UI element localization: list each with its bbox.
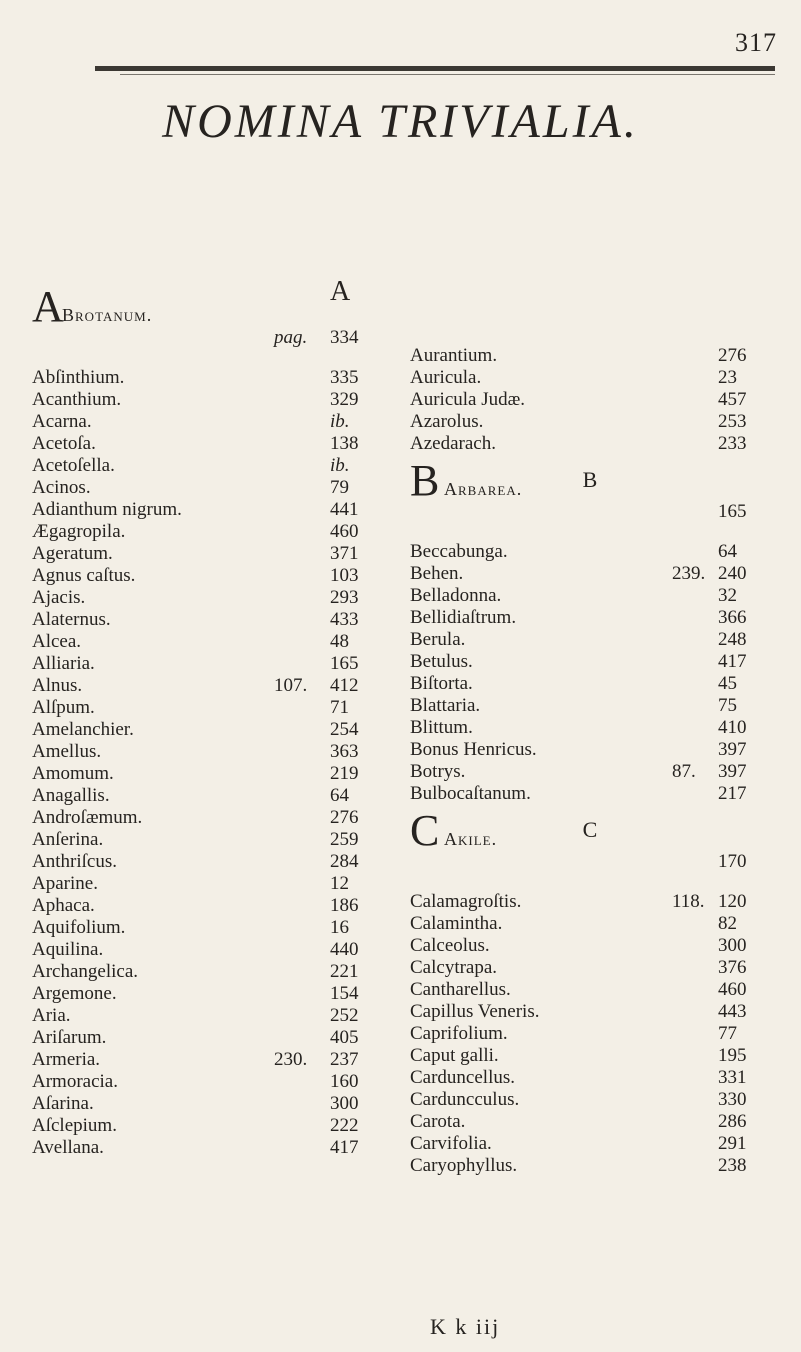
index-entry — [410, 456, 770, 541]
entry-page: 334 — [330, 327, 359, 348]
entry-page: 405 — [330, 1027, 359, 1048]
index-entry — [32, 1049, 392, 1071]
entry-name: Acinos. — [32, 477, 91, 498]
entry-name: Calamagroſtis. — [410, 891, 522, 912]
entry-page: 64 — [718, 541, 737, 562]
entry-name: Acetoſa. — [32, 433, 96, 454]
entry-name: Ariſarum. — [32, 1027, 107, 1048]
index-entry — [32, 851, 392, 873]
index-entry — [410, 607, 770, 629]
entry-page: 103 — [330, 565, 359, 586]
entry-name: Bellidiaſtrum. — [410, 607, 517, 628]
page-title: NOMINA TRIVIALIA. — [162, 95, 639, 148]
index-entry — [410, 585, 770, 607]
index-entry — [410, 389, 770, 411]
entry-name: Cantharellus. — [410, 979, 511, 1000]
entry-page: 219 — [330, 763, 359, 784]
entry-name: Alaternus. — [32, 609, 111, 630]
entry-prefix: 230. — [274, 1049, 308, 1070]
entry-name: Azedarach. — [410, 433, 496, 454]
entry-page: 286 — [718, 1111, 747, 1132]
entry-name: Anagallis. — [32, 785, 110, 806]
index-entry — [410, 1089, 770, 1111]
entry-page: 329 — [330, 389, 359, 410]
entry-name: Alnus. — [32, 675, 83, 696]
drop-capital: C — [410, 806, 440, 855]
index-entry — [32, 433, 392, 455]
entry-name: Beccabunga. — [410, 541, 508, 562]
entry-name: Bulbocaſtanum. — [410, 783, 531, 804]
entry-page: 460 — [718, 979, 747, 1000]
index-entry — [32, 1005, 392, 1027]
entry-page: 252 — [330, 1005, 359, 1026]
entry-page: 48 — [330, 631, 349, 652]
entry-name: Caryophyllus. — [410, 1155, 518, 1176]
entry-page: 77 — [718, 1023, 737, 1044]
entry-page: 23 — [718, 367, 737, 388]
entry-name: Agnus caſtus. — [32, 565, 136, 586]
index-entry — [410, 1067, 770, 1089]
entry-page: 259 — [330, 829, 359, 850]
index-entry — [32, 741, 392, 763]
entry-name: Azarolus. — [410, 411, 484, 432]
entry-name: Alcea. — [32, 631, 82, 652]
index-entry — [410, 891, 770, 913]
entry-prefix: 118. — [672, 891, 705, 912]
index-entry — [410, 673, 770, 695]
index-entry — [410, 651, 770, 673]
index-entry — [410, 761, 770, 783]
page-number: 317 — [735, 28, 777, 57]
index-entry — [410, 1111, 770, 1133]
entry-page: 233 — [718, 433, 747, 454]
entry-page: 410 — [718, 717, 747, 738]
entry-page: 186 — [330, 895, 359, 916]
entry-name: Carota. — [410, 1111, 466, 1132]
entry-page: 165 — [330, 653, 359, 674]
entry-name: Carvifolia. — [410, 1133, 492, 1154]
index-entry — [410, 806, 770, 891]
header-rule — [95, 66, 775, 71]
index-entry — [410, 783, 770, 805]
entry-page: 433 — [330, 609, 359, 630]
entry-page: 376 — [718, 957, 747, 978]
entry-name: Capillus Veneris. — [410, 1001, 540, 1022]
entry-page: 443 — [718, 1001, 747, 1022]
entry-name: Abſinthium. — [32, 367, 125, 388]
entry-name: Avellana. — [32, 1137, 104, 1158]
entry-name: Carduncculus. — [410, 1089, 520, 1110]
index-entry — [32, 829, 392, 851]
entry-name: Auricula. — [410, 367, 482, 388]
entry-page: 331 — [718, 1067, 747, 1088]
section-letter-a: A — [330, 276, 351, 307]
index-entry — [32, 873, 392, 895]
section-letter-text: C — [582, 817, 598, 842]
index-entry — [32, 895, 392, 917]
index-entry — [410, 411, 770, 433]
entry-page: 335 — [330, 367, 359, 388]
index-entry — [32, 631, 392, 653]
entry-name-text: Akile. — [444, 829, 498, 849]
index-entry — [32, 499, 392, 521]
index-entry — [410, 957, 770, 979]
entry-name-text: Arbarea. — [444, 479, 523, 499]
entry-page: 291 — [718, 1133, 747, 1154]
index-entry — [410, 629, 770, 651]
entry-page: 254 — [330, 719, 359, 740]
entry-name: Aſarina. — [32, 1093, 94, 1114]
header-rule-thin — [120, 74, 775, 75]
entry-page: 300 — [718, 935, 747, 956]
entry-page: 138 — [330, 433, 359, 454]
index-entry — [32, 282, 392, 367]
index-entry — [410, 345, 770, 367]
entry-name: Anſerina. — [32, 829, 104, 850]
drop-capital: B — [410, 456, 440, 505]
entry-name: Ajacis. — [32, 587, 86, 608]
entry-page: 300 — [330, 1093, 359, 1114]
index-entry — [32, 367, 392, 389]
index-entry — [32, 785, 392, 807]
index-entry — [32, 1093, 392, 1115]
entry-page: 457 — [718, 389, 747, 410]
entry-name: Belladonna. — [410, 585, 502, 606]
entry-page: 441 — [330, 499, 359, 520]
entry-page: 195 — [718, 1045, 747, 1066]
entry-name: Biſtorta. — [410, 673, 473, 694]
entry-name: Calceolus. — [410, 935, 490, 956]
entry-page: 460 — [330, 521, 359, 542]
entry-page: 217 — [718, 783, 747, 804]
entry-page: 276 — [718, 345, 747, 366]
entry-prefix: 87. — [672, 761, 696, 782]
index-entry — [32, 1071, 392, 1093]
entry-page: 75 — [718, 695, 737, 716]
index-entry — [410, 1001, 770, 1023]
entry-page: ib. — [330, 455, 350, 476]
index-entry — [410, 1155, 770, 1177]
entry-name: Aquilina. — [32, 939, 104, 960]
index-entry — [410, 935, 770, 957]
index-entry — [32, 697, 392, 719]
entry-page: 417 — [330, 1137, 359, 1158]
entry-name: Armeria. — [32, 1049, 101, 1070]
index-entry — [32, 411, 392, 433]
entry-name: Behen. — [410, 563, 464, 584]
entry-page: 160 — [330, 1071, 359, 1092]
entry-prefix: 239. — [672, 563, 706, 584]
entry-name: Calcytrapa. — [410, 957, 498, 978]
index-entry — [410, 717, 770, 739]
entry-page: 417 — [718, 651, 747, 672]
index-entry — [410, 1023, 770, 1045]
entry-page: 32 — [718, 585, 737, 606]
entry-page: 363 — [330, 741, 359, 762]
entry-page: 253 — [718, 411, 747, 432]
index-entry — [32, 477, 392, 499]
index-entry — [32, 1137, 392, 1159]
entry-name: Archangelica. — [32, 961, 139, 982]
drop-capital: A — [32, 282, 64, 331]
entry-name: Adianthum nigrum. — [32, 499, 182, 520]
index-entry — [32, 961, 392, 983]
entry-page: 238 — [718, 1155, 747, 1176]
index-entry — [410, 695, 770, 717]
section-letter-text: B — [582, 467, 598, 492]
entry-name: Amomum. — [32, 763, 114, 784]
entry-name: Acetoſella. — [32, 455, 115, 476]
index-entry — [410, 563, 770, 585]
entry-name: Amelanchier. — [32, 719, 134, 740]
index-entry — [32, 807, 392, 829]
entry-name: Androſæmum. — [32, 807, 143, 828]
index-entry — [32, 1027, 392, 1049]
index-entry — [32, 939, 392, 961]
entry-name: Blattaria. — [410, 695, 481, 716]
index-entry — [410, 541, 770, 563]
index-entry — [410, 433, 770, 455]
entry-page: ib. — [330, 411, 350, 432]
index-entry — [32, 983, 392, 1005]
entry-name: Armoracia. — [32, 1071, 118, 1092]
entry-page: 120 — [718, 891, 747, 912]
entry-name: Alſpum. — [32, 697, 95, 718]
entry-prefix: 107. — [274, 675, 308, 696]
entry-prefix: pag. — [274, 327, 308, 348]
index-entry — [32, 587, 392, 609]
entry-page: 222 — [330, 1115, 359, 1136]
entry-page: 371 — [330, 543, 359, 564]
index-entry — [32, 389, 392, 411]
entry-name: Bonus Henricus. — [410, 739, 537, 760]
index-entry — [32, 763, 392, 785]
entry-page: 165 — [718, 501, 747, 522]
entry-page: 284 — [330, 851, 359, 872]
entry-name: Caput galli. — [410, 1045, 499, 1066]
index-entry — [410, 1045, 770, 1067]
entry-name: Berula. — [410, 629, 466, 650]
entry-page: 330 — [718, 1089, 747, 1110]
entry-page: 16 — [330, 917, 349, 938]
entry-name: Blittum. — [410, 717, 473, 738]
entry-name: Acanthium. — [32, 389, 122, 410]
entry-page: 397 — [718, 761, 747, 782]
entry-page: 412 — [330, 675, 359, 696]
entry-name: Aurantium. — [410, 345, 498, 366]
entry-page: 397 — [718, 739, 747, 760]
entry-name: Caprifolium. — [410, 1023, 508, 1044]
index-entry — [32, 719, 392, 741]
entry-page: 276 — [330, 807, 359, 828]
entry-page: 154 — [330, 983, 359, 1004]
signature-mark: K k iij — [430, 1314, 501, 1339]
entry-page: 82 — [718, 913, 737, 934]
entry-page: 440 — [330, 939, 359, 960]
entry-name: Aria. — [32, 1005, 71, 1026]
entry-name: Ægagropila. — [32, 521, 126, 542]
index-entry — [410, 1133, 770, 1155]
index-entry — [32, 455, 392, 477]
entry-page: 366 — [718, 607, 747, 628]
index-entry — [410, 367, 770, 389]
entry-name: Alliaria. — [32, 653, 95, 674]
index-entry — [32, 675, 392, 697]
entry-name: Aphaca. — [32, 895, 95, 916]
entry-page: 79 — [330, 477, 349, 498]
entry-name: Betulus. — [410, 651, 473, 672]
entry-name-text: Brotanum. — [62, 305, 153, 325]
index-entry — [32, 521, 392, 543]
index-entry — [410, 979, 770, 1001]
entry-name: Aquifolium. — [32, 917, 126, 938]
entry-page: 293 — [330, 587, 359, 608]
entry-page: 71 — [330, 697, 349, 718]
index-entry — [32, 609, 392, 631]
entry-page: 64 — [330, 785, 349, 806]
entry-name: Calamintha. — [410, 913, 503, 934]
entry-name: Aparine. — [32, 873, 98, 894]
index-entry — [32, 565, 392, 587]
entry-name: Anthriſcus. — [32, 851, 117, 872]
entry-name: Argemone. — [32, 983, 117, 1004]
right-column — [410, 345, 770, 1177]
index-entry — [32, 917, 392, 939]
entry-name: Auricula Judæ. — [410, 389, 526, 410]
index-entry — [410, 913, 770, 935]
index-entry — [410, 739, 770, 761]
entry-page: 12 — [330, 873, 349, 894]
entry-name: Carduncellus. — [410, 1067, 516, 1088]
entry-name: Acarna. — [32, 411, 92, 432]
entry-page: 237 — [330, 1049, 359, 1070]
index-entry — [32, 1115, 392, 1137]
entry-page: 221 — [330, 961, 359, 982]
left-column — [32, 282, 392, 1159]
index-entry — [32, 543, 392, 565]
index-entry — [32, 653, 392, 675]
entry-name: Aſclepium. — [32, 1115, 117, 1136]
entry-name: Ageratum. — [32, 543, 113, 564]
entry-name: Amellus. — [32, 741, 102, 762]
entry-name: Botrys. — [410, 761, 466, 782]
entry-page: 240 — [718, 563, 747, 584]
entry-page: 248 — [718, 629, 747, 650]
entry-page: 170 — [718, 851, 747, 872]
entry-page: 45 — [718, 673, 737, 694]
